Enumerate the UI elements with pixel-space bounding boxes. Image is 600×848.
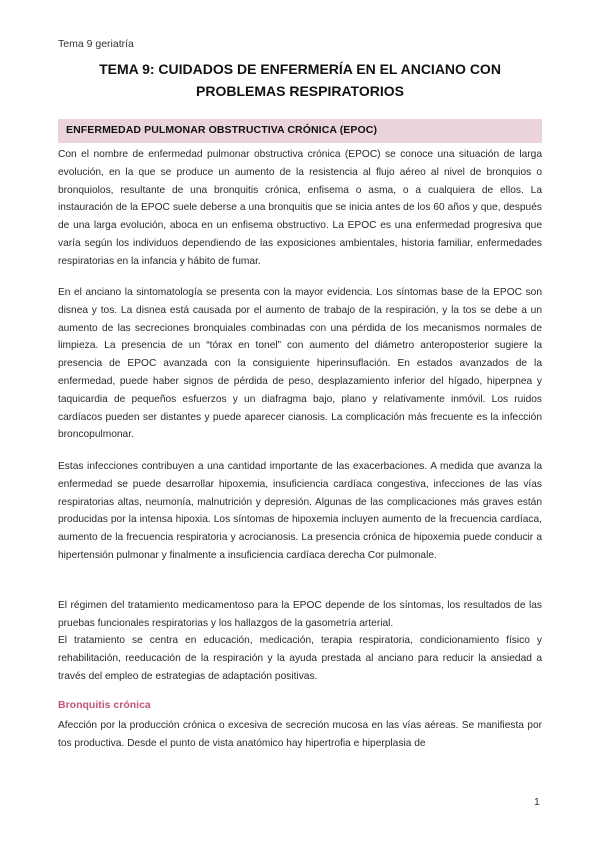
- paragraph-complications: [58, 458, 542, 565]
- paragraph-bronchitis: [58, 717, 542, 753]
- paragraph-text: Afección por la producción crónica o excesiva de secreción mucosa en las vías aéreas. Se manifiesta por tos productiva. Desde el punto de vista anatómico hay hipertrofia e hiperplasia de: [58, 720, 542, 749]
- paragraph-text: Con el nombre de enfermedad pulmonar obstructiva crónica (EPOC) se conoce una situación de larga evolución, en la que se produce un aumento de la resistencia al flujo aéreo al nivel de bronquios o bronquiolos, resultante de una bronquitis crónica, enfisema o asma, o a cualquiera de ellos. La instauración de la EPOC suele deberse a una bronquitis que se inicia antes de los 60 años y que, después de una larga evolución, aboca en un enfisema obstructivo. La EPOC es una enfermedad progresiva que varía según los individuos dependiendo de las exposiciones ambientales, historia familiar, enfermedades respiratorias en la infancia y hábito de fumar.: [58, 149, 542, 267]
- subsection-title: Bronquitis crónica: [58, 699, 151, 711]
- document-title: TEMA 9: CUIDADOS DE ENFERMERÍA EN EL ANCIANO CON PROBLEMAS RESPIRATORIOS: [99, 61, 501, 99]
- running-header: Tema 9 geriatría: [58, 38, 134, 50]
- paragraph-symptoms: [58, 284, 542, 444]
- paragraph-medication: [58, 597, 542, 633]
- paragraph-text: El régimen del tratamiento medicamentoso para la EPOC depende de los síntomas, los resultados de las pruebas funcionales respiratorias y los hallazgos de la gasometría arterial.: [58, 600, 542, 629]
- paragraph-text: El tratamiento se centra en educación, medicación, terapia respiratoria, condicionamiento físico y rehabilitación, reeducación de la respiración y la ayuda prestada al anciano para reducir la ansiedad a través del empleo de estrategias de adaptación positivas.: [58, 635, 542, 682]
- paragraph-epoc-definition: [58, 146, 542, 271]
- paragraph-text: Estas infecciones contribuyen a una cantidad importante de las exacerbaciones. A medida que avanza la enfermedad se puede desarrollar hipoxemia, insuficiencia cardíaca congestiva, infecciones de las vías respiratorias altas, neumonía, malnutrición y depresión. Algunas de las complicaciones más graves están producidas por la intensa hipoxia. Los síntomas de hipoxemia incluyen aumento de la frecuencia cardíaca, aumento de la frecuencia respiratoria y acrocianosis. La presencia crónica de hipoxemia puede conducir a hipertensión pulmonar y finalmente a insuficiencia cardíaca derecha Cor pulmonale.: [58, 461, 542, 561]
- section-title: ENFERMEDAD PULMONAR OBSTRUCTIVA CRÓNICA (EPOC): [66, 124, 378, 136]
- page-number: 1: [534, 796, 540, 808]
- paragraph-text: En el anciano la sintomatología se presenta con la mayor evidencia. Los síntomas base de la EPOC son disnea y tos. La disnea está causada por el aumento de trabajo de la respiración, y la tos se debe a un aumento de las secreciones bronquiales combinadas con una pérdida de los mecanismos normales de limpieza. La presencia de un “tórax en tonel” con aumento del diámetro anteroposterior sugiere la presencia de EPOC avanzada con la consiguiente hiperinsuflación. En estados avanzados de la enfermedad, puede haber signos de pérdida de peso, desplazamiento inferior del hígado, hiperpnea y taquicardia de pequeños esfuerzos y un diafragma bajo, plano y relativamente inmóvil. Los ruidos cardíacos pueden ser distantes y puede aparecer cianosis. La complicación más frecuente es la infección broncopulmonar.: [58, 287, 542, 441]
- paragraph-treatment: [58, 632, 542, 685]
- section-header-band: [58, 119, 542, 143]
